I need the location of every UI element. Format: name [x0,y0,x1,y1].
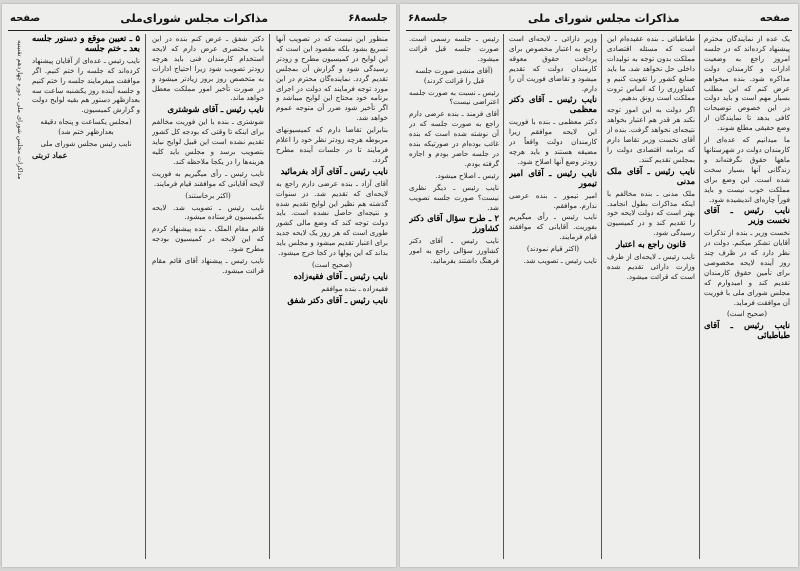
right-column-4 [409,34,499,561]
left-column-divider [269,34,270,559]
right-column-2 [607,34,695,561]
right-page-header [408,8,790,28]
paragraph: (صحیح است) [727,309,767,319]
paragraph: (اکثر قیام نمودند) [526,244,580,254]
paragraph: نایب رئیس ـ پیشنهاد آقای قائم مقام قرائت میشود. [152,256,264,275]
signature-name: عماد تربتی [32,150,68,160]
left-page-word: صفحه [10,12,41,24]
paragraph: نایب رئیس ـ رأی میگیریم بفوریت. آقایانی که موافقند قیام فرمایند. [509,212,597,242]
left-page-title: مذاکرات مجلس شورای‌ملی [120,11,269,25]
paragraph: (صحیح است) [312,259,352,269]
section-heading: ۲ ـ طرح سؤال آقای دکتر کشاورز [409,213,499,234]
left-page-header [10,8,388,28]
paragraph: (مجلس یکساعت و پنجاه دقیقه بعدازظهر ختم شد) [40,117,132,137]
paragraph: ما میدانیم که عده‌ای از کارمندان دولت در شهرستانها ماهها حقوق نگرفته‌اند و زندگانی آنها بسیار سخت شده است. این وضع برای مملکت خوب نیست و باید فوراً چاره‌ای اندیشیده شود. [704,135,790,204]
speaker-line: نایب رئیس ـ آقای طباطبائی [704,320,790,341]
paragraph: فقیه‌زاده ـ بنده موافقم [321,283,388,293]
speaker-line: نایب رئیس ـ آقای ملک مدنی [607,165,695,186]
speaker-line: نایب رئیس ـ آقای نخست وزیر [704,205,790,226]
right-page [400,4,798,567]
section-heading: قانون راجع به اعتبار [616,239,686,250]
paragraph: نایب رئیس ـ دیگر نظری نیست؟ صورت جلسه تصویب شد. [409,182,499,212]
paragraph: (آقای منشی صورت جلسه قبل را قرائت کردند) [415,65,493,85]
left-header-rule [8,30,390,31]
paragraph: (اکثر برخاستند) [185,190,231,200]
right-page-word: صفحه [759,12,790,24]
paragraph: رئیس ـ اصلاح میشود. [435,170,499,180]
paragraph: قائم مقام الملک ـ بنده پیشنهاد کردم که این لایحه در کمیسیون بودجه مطرح شود. [152,224,264,254]
paragraph: منظور این نیست که در تصویب آنها تسریع بشود بلکه مقصود این است که این لوایح در کمیسیون مطرح و زودتر رسیدگی شود و گزارش آن بمجلس تقدیم گردد. نماینده‌گان محترم در این مورد توجه فرمایند که دولت در اجرای برنامه خود محتاج این لوایح میباشد و اگر تأخیر شود ضرر آن متوجه عموم خواهد شد. [276,34,388,123]
paragraph: آقای آزاد ـ بنده عرضی دارم راجع به لایحه‌ای که تقدیم شد. در سنوات گذشته هم نظیر این لوایح تقدیم شده و نتیجه‌ای حاصل نشده است. باید دولت توجه کند که وضع مالی کشور طوری است که هر روز یک لایحه جدید برای اعتبار تقدیم میشود و مجلس باید بداند که این پولها در کجا خرج میشود. [276,178,388,258]
speaker-line: نایب رئیس ـ آقای شوشتری [167,104,264,115]
left-column-1 [276,34,388,561]
paragraph: بنابراین تقاضا دارم که کمیسیونهای مربوطه هرچه زودتر نظر خود را اعلام فرمایند تا در جلسات آینده مطرح گردد. [276,125,388,164]
right-page-session-label: جلسه۶۸ [408,12,448,24]
paragraph: آقای فرمند ـ بنده عرضی دارم راجع به صورت جلسه که در آن نوشته شده است که بنده غائب بوده‌ام در صورتیکه بنده در جلسه حاضر بودم و اجازه گرفته بودم. [409,109,499,168]
paragraph: دکتر شفق ـ عرض کنم بنده در این باب مختصری عرض دارم که لایحه استخدام کارمندان فنی باید هرچه زودتر تصویب شود زیرا احتیاج ادارات به متخصص روز بروز زیادتر میشود و در صورت تأخیر امور مملکت معطل خواهد ماند. [152,34,264,103]
paragraph: اگر دولت به این امور توجه نکند هر قدر هم اعتبار بخواهد نتیجه‌ای نخواهد گرفت. بنده از آقای نخست وزیر تقاضا دارم که برنامه اقتصادی دولت را بمجلس تقدیم کنند. [607,105,695,164]
paragraph: نایب رئیس ـ رأی میگیریم به فوریت لایحه آقایانی که موافقند قیام فرمایند. [152,168,264,188]
paragraph: طباطبائی ـ بنده عقیده‌ام این است که مسئله اقتصادی مملکت بدون توجه به تولیدات داخلی حل نخواهد شد. ما باید صنایع کشور را تقویت کنیم و کشاورزی را که اساس ثروت مملکت است رونق بدهیم. [607,34,695,103]
right-column-divider [601,34,602,559]
speaker-line: نایب رئیس ـ آقای آزاد بفرمائید [280,165,388,176]
left-page [2,4,396,567]
paragraph: ملک مدنی ـ بنده مخالفم با اینکه مذاکرات بطول انجامد. بهتر است که دولت لایحه خود را تقدیم کند و در کمیسیون رسیدگی شود. [607,188,695,238]
right-column-divider [503,34,504,559]
paragraph: نخست وزیر ـ بنده از تذکرات آقایان تشکر میکنم. دولت در نظر دارد که در ظرف چند روز آینده لایحه مخصوصی برای تأمین حقوق کارمندان تقدیم کند و امیدوارم که مجلس شورای ملی با فوریت آن موافقت فرماید. [704,228,790,307]
paragraph: یک عده از نمایندگان محترم پیشنهاد کرده‌اند که در جلسه امروز راجع به وضعیت ادارات و کارمندان دولت مذاکره شود. بنده میخواهم عرض کنم که این مطلب بسیار مهم است و باید دولت در این خصوص توضیحات کافی بدهد تا نمایندگان از وضع حقیقی مطلع شوند. [704,34,790,133]
left-column-3 [32,34,140,561]
left-margin-note: مذاکرات مجلس شورای ملی ـ دوره چهاردهم تقنینیه [16,40,24,180]
signature-title: نایب رئیس مجلس شورای ملی [40,139,132,149]
left-column-2 [152,34,264,561]
right-column-1 [704,34,790,561]
paragraph: وزیر دارائی ـ لایحه‌ای است راجع به اعتبار مخصوص برای پرداخت حقوق معوقه کارمندان دولت که تقدیم میشود و تقاضای فوریت آن را دارم. [509,34,597,93]
paragraph: رئیس ـ جلسه رسمی است. صورت جلسه قبل قرائت میشود. [409,34,499,63]
paragraph: شوشتری ـ بنده با این فوریت مخالفم برای اینکه تا وقتی که بودجه کل کشور تقدیم نشده است این قبیل لوایح نباید بتصویب برسد و مجلس باید کلیه هزینه‌ها را در یکجا ملاحظه کند. [152,117,264,166]
paragraph: نایب رئیس ـ آقای دکتر کشاورز سؤالی راجع به امور فرهنگ داشتند بفرمائید. [409,236,499,266]
paragraph: نایب رئیس ـ لایحه‌ای از طرف وزارت دارائی تقدیم شده است که قرائت میشود. [607,252,695,281]
paragraph: امیر تیمور ـ بنده عرضی ندارم. موافقم. [509,190,597,210]
right-column-3 [509,34,597,561]
right-header-rule [406,30,792,31]
section-heading: ۵ ـ تعیین موقع و دستور جلسه بعد ـ ختم جلسه [32,34,140,53]
right-column-divider [699,34,700,559]
paragraph: نایب رئیس ـ تصویب شد. لایحه بکمیسیون فرستاده میشود. [152,202,264,222]
left-page-session-label: جلسه۶۸ [348,12,388,24]
left-column-divider [145,34,146,559]
right-page-title: مذاکرات مجلس شورای ملی [528,11,680,25]
speaker-line: نایب رئیس ـ آقای دکتر شفق [287,294,388,305]
speaker-line: نایب رئیس ـ آقای فقیه‌زاده [293,270,388,281]
speaker-line: نایب رئیس ـ آقای امیر تیمور [509,167,597,188]
paragraph: دکتر معظمی ـ بنده با فوریت این لایحه موافقم زیرا کارمندان دولت واقعاً در مضیقه هستند و باید هرچه زودتر وضع آنها اصلاح شود. [509,117,597,166]
paragraph: رئیس ـ نسبت به صورت جلسه اعتراضی نیست؟ [409,87,499,107]
paragraph: نایب رئیس ـ تصویب شد. [523,256,597,266]
speaker-line: نایب رئیس ـ آقای دکتر معظمی [509,94,597,115]
paragraph: نایب رئیس ـ عده‌ای از آقایان پیشنهاد کرده‌اند که جلسه را ختم کنیم. اگر موافقت میفرمایند جلسه را ختم کنیم و جلسه آینده روز یکشنبه ساعت سه بعدازظهر دستور هم بقیه لوایح دولت و گزارش کمیسیون. [32,55,140,115]
